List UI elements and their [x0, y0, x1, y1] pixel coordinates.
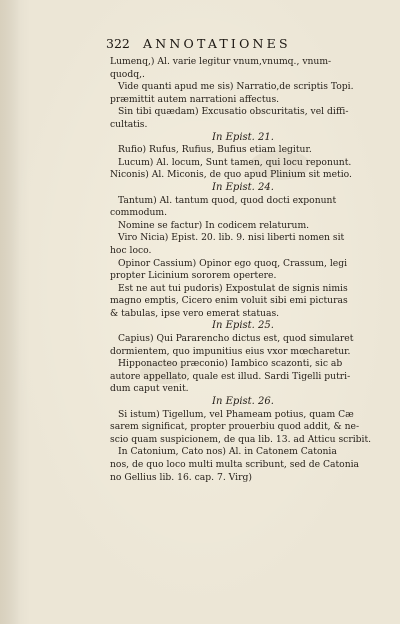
text-line: dormientem, quo impunitius eius vxor mœcharetur.: [110, 345, 351, 357]
page-gutter: [0, 0, 20, 624]
text-line: Sin tibi quædam) Excusatio obscuritatis, vel diffi-: [118, 106, 349, 118]
text-line: hoc loco.: [110, 244, 152, 256]
text-line: Tantum) Al. tantum quod, quod docti exponunt: [118, 194, 337, 206]
epistle-heading: In Epist. 21.: [212, 131, 274, 143]
epistle-heading: In Epist. 25.: [212, 320, 274, 332]
annotation-text: [110, 56, 396, 484]
text-line: Capius) Qui Pararencho dictus est, quod simularet: [118, 333, 354, 345]
text-line: dum caput venit.: [110, 383, 189, 395]
text-line: In Catonium, Cato nos) Al. in Catonem Catonia: [118, 446, 337, 458]
epistle-heading: In Epist. 24.: [212, 181, 274, 193]
epistle-heading: In Epist. 26.: [212, 396, 274, 408]
text-line: cultatis.: [110, 118, 148, 130]
text-line: Nomine se factur) In codicem relaturum.: [118, 219, 310, 231]
text-line: præmittit autem narrationi affectus.: [110, 93, 280, 105]
text-line: Hipponacteo præconio) Iambico scazonti, sic ab: [118, 358, 343, 370]
text-line: Niconis) Al. Miconis, de quo apud Plinium sit metio.: [110, 169, 352, 181]
text-line: Lumenq,) Al. varie legitur vnum,vnumq., vnum-: [110, 56, 332, 67]
text-line: propter Licinium sororem opertere.: [110, 270, 277, 282]
page-number: 322: [106, 36, 130, 51]
text-line: nos, de quo loco multi multa scribunt, sed de Catonia: [110, 459, 360, 470]
text-line: Vide quanti apud me sis) Narratio,de scriptis Topi.: [118, 81, 354, 93]
text-line: quodq,.: [110, 68, 145, 80]
text-line: & tabulas, ipse vero emerat statuas.: [110, 307, 280, 319]
text-line: Opinor Cassium) Opinor ego quoq, Crassum, legi: [118, 257, 348, 269]
text-line: commodum.: [110, 207, 168, 219]
text-line: no Gellius lib. 16. cap. 7. Virg): [110, 471, 252, 483]
text-line: Est ne aut tui pudoris) Expostulat de signis nimis: [118, 282, 348, 294]
text-line: Lucum) Al. locum, Sunt tamen, qui locu reponunt.: [118, 156, 352, 168]
text-line: Viro Nicia) Epist. 20. lib. 9. nisi liberti nomen sit: [118, 232, 345, 244]
text-line: autore appellato, quale est illud. Sardi Tigelli putri-: [110, 370, 351, 382]
text-line: magno emptis, Cicero enim voluit sibi emi picturas: [110, 295, 348, 307]
text-line: scio quam suspicionem, de qua lib. 13. ad Atticu scribit.: [110, 433, 372, 445]
text-line: Rufio) Rufus, Rufius, Bufius etiam legitur.: [118, 144, 312, 156]
running-title: ANNOTATIONES: [143, 36, 291, 51]
text-line: Si istum) Tigellum, vel Phameam potius, quam Cæ: [118, 408, 354, 420]
running-header: [106, 36, 291, 51]
text-line: sarem significat, propter prouerbiu quod addit, & ne-: [110, 421, 360, 433]
